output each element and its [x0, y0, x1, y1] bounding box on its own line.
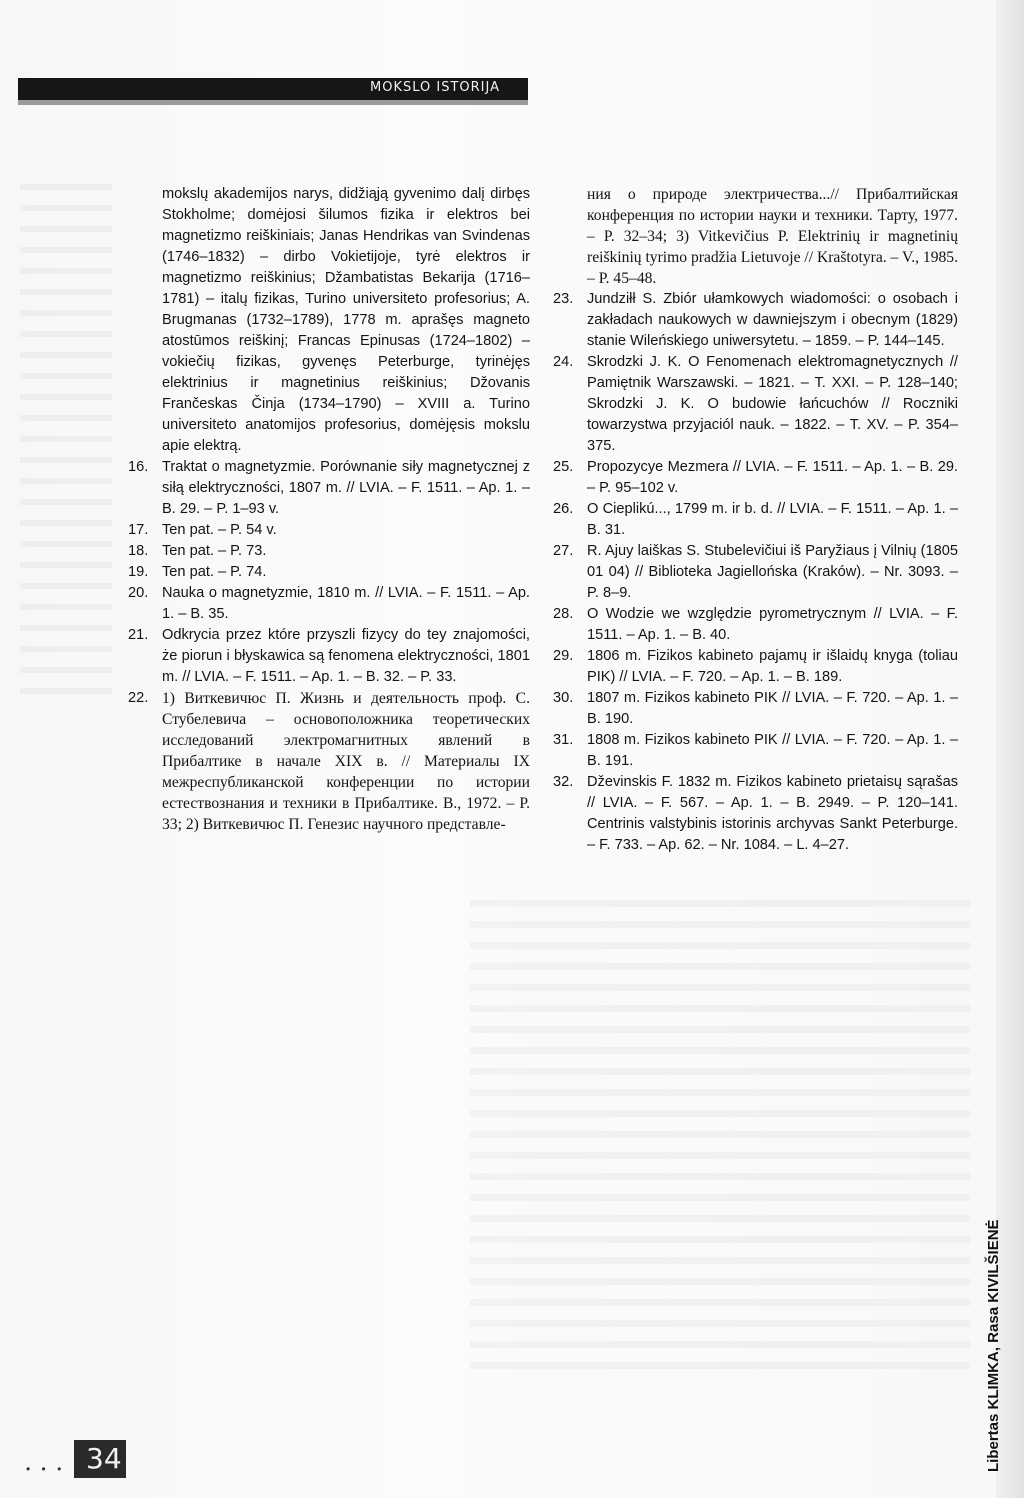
note-number: 16.	[128, 459, 149, 475]
note-number: 31.	[553, 732, 574, 748]
note-text: Ten pat. – P. 73.	[162, 543, 267, 559]
section-header-title: MOKSLO ISTORIJA	[370, 80, 500, 95]
bleed-through-bottom	[470, 900, 970, 1380]
note-number: 25.	[553, 459, 574, 475]
note-30	[553, 688, 958, 730]
note-continuation: ния о природе электричества...// Прибалтийская конференция по истории науки и техники. Тарту, 1977. – P. 32–34; 3) Vitkevičius P. Elektrinių ir magnetinių reiškinių tyrimo pradžia Lietuvoje // Kraštotyra. – V., 1985. – P. 45–48.	[587, 186, 959, 287]
note-number: 22.	[128, 690, 149, 706]
note-text: 1807 m. Fizikos kabineto PIK // LVIA. – F. 720. – Ap. 1. – B. 190.	[587, 690, 958, 727]
right-column	[553, 184, 958, 856]
note-text: O Cieplikú..., 1799 m. ir b. d. // LVIA. – F. 1511. – Ap. 1. – B. 31.	[587, 501, 958, 538]
note-continuation: mokslų akademijos narys, didžiąją gyvenimo dalį dirbęs Stokholme; domėjosi šilumos fizika ir elektros bei magnetizmo reiškiniais; Janas Hendrikas van Svindenas (1746–1832) – dirbo Vokietijoje, tyrė elektros ir magnetizmo reiškinius; Džambatistas Bekarija (1716–1781) – italų fizikas, Turino universiteto profesorius; A. Brugmanas (1732–1789), 1778 m. aprašęs magneto atostūmos reiškinį; Francas Epinusas (1724–1802) – vokiečių fizikas, gyvenęs Peterburge, tyrinėjęs elektrinius ir magnetinius reiškinius; Džovanis Frančeskas Činja (1734–1790) – XVIII a. Turino universiteto anatomijos profesorius, domėjęsis mokslu apie elektrą.	[162, 186, 530, 454]
note-17	[128, 520, 530, 541]
note-text: Skrodzki J. K. O Fenomenach elektromagnetycznych // Pamiętnik Warszawski. – 1821. – T. XXI. – P. 128–140; Skrodzki J. K. O budowie łańcuchów // Roczniki towarzystwa przyjaciól nauk. – 1822. – T. XV. – P. 354–375.	[587, 354, 958, 454]
note-text: Ten pat. – P. 54 v.	[162, 522, 277, 538]
note-31	[553, 730, 958, 772]
note-text: 1806 m. Fizikos kabineto pajamų ir išlaidų knyga (toliau PIK) // LVIA. – F. 720. – Ap. 1. – B. 189.	[587, 648, 958, 685]
bleed-through-left	[20, 184, 112, 704]
note-number: 19.	[128, 564, 149, 580]
note-text: Odkrycia przez które przyszli fizycy do tey znajomości, że piorun i błyskawica są fenomena elektryczności, 1801 m. // LVIA. – F. 1511. – Ap. 1. – B. 32. – P. 33.	[162, 627, 530, 685]
note-21	[128, 625, 530, 688]
note-16	[128, 457, 530, 520]
note-text: O Wodzie we względzie pyrometrycznym // LVIA. – F. 1511. – Ap. 1. – B. 40.	[587, 606, 958, 643]
note-number: 24.	[553, 354, 574, 370]
note-25	[553, 457, 958, 499]
note-text: 1) Виткевичюс П. Жизнь и деятельность проф. С. Стубелевича – основоположника теоретических исследований электромагнитных явлений в Прибалтике в начале XIX в. // Материалы IX межреспубликанской конференции по истории естествознания и техники в Прибалтике. В., 1972. – Р. 33; 2) Виткевичюс П. Генезис научного представле-	[162, 690, 530, 833]
note-text: Nauka o magnetyzmie, 1810 m. // LVIA. – F. 1511. – Ap. 1. – B. 35.	[162, 585, 530, 622]
note-32	[553, 772, 958, 856]
note-text: Ten pat. – P. 74.	[162, 564, 267, 580]
page-number: 34	[86, 1442, 122, 1475]
note-number: 20.	[128, 585, 149, 601]
note-23	[553, 289, 958, 352]
note-number: 30.	[553, 690, 574, 706]
note-number: 27.	[553, 543, 574, 559]
note-text: Traktat o magnetyzmie. Porównanie siły magnetycznej z siłą elektryczności, 1807 m. // LVIA. – F. 1511. – Ap. 1. – B. 29. – P. 1–93 v.	[162, 459, 530, 517]
note-number: 23.	[553, 291, 574, 307]
running-author-line: Libertas KLIMKA, Rasa KIVILŠIENĖ	[985, 1219, 1002, 1472]
note-text: Jundziłł S. Zbiór ułamkowych wiadomości: o osobach i zakładach naukowych w dawniejszym i obecnym (1829) stanie Wileńskiego uniwersytetu. – 1859. – P. 144–145.	[587, 291, 958, 349]
note-28	[553, 604, 958, 646]
note-20	[128, 583, 530, 625]
note-19	[128, 562, 530, 583]
note-text: 1808 m. Fizikos kabineto PIK // LVIA. – F. 720. – Ap. 1. – B. 191.	[587, 732, 958, 769]
note-22	[128, 688, 530, 835]
note-number: 18.	[128, 543, 149, 559]
note-number: 26.	[553, 501, 574, 517]
note-text: R. Ajuy laiškas S. Stubelevičiui iš Paryžiaus į Vilnių (1805 01 04) // Biblioteka Jagiellońska (Kraków). – Nr. 3093. – P. 8–9.	[587, 543, 958, 601]
note-27	[553, 541, 958, 604]
note-18	[128, 541, 530, 562]
note-number: 17.	[128, 522, 149, 538]
note-text: Propozycye Mezmera // LVIA. – F. 1511. – Ap. 1. – B. 29. – P. 95–102 v.	[587, 459, 958, 496]
note-number: 28.	[553, 606, 574, 622]
left-column	[128, 184, 530, 835]
note-number: 32.	[553, 774, 574, 790]
note-number: 29.	[553, 648, 574, 664]
note-29	[553, 646, 958, 688]
page-number-dots: • • •	[26, 1462, 66, 1476]
note-text: Dževinskis F. 1832 m. Fizikos kabineto prietaisų sąrašas // LVIA. – F. 567. – Ap. 1. – B. 2949. – P. 120–141. Centrinis valstybinis istorinis archyvas Sankt Peterburge. – F. 733. – Ap. 62. – Nr. 1084. – L. 4–27.	[587, 774, 958, 853]
note-number: 21.	[128, 627, 149, 643]
note-24	[553, 352, 958, 457]
note-26	[553, 499, 958, 541]
section-header-stripe	[18, 100, 528, 105]
